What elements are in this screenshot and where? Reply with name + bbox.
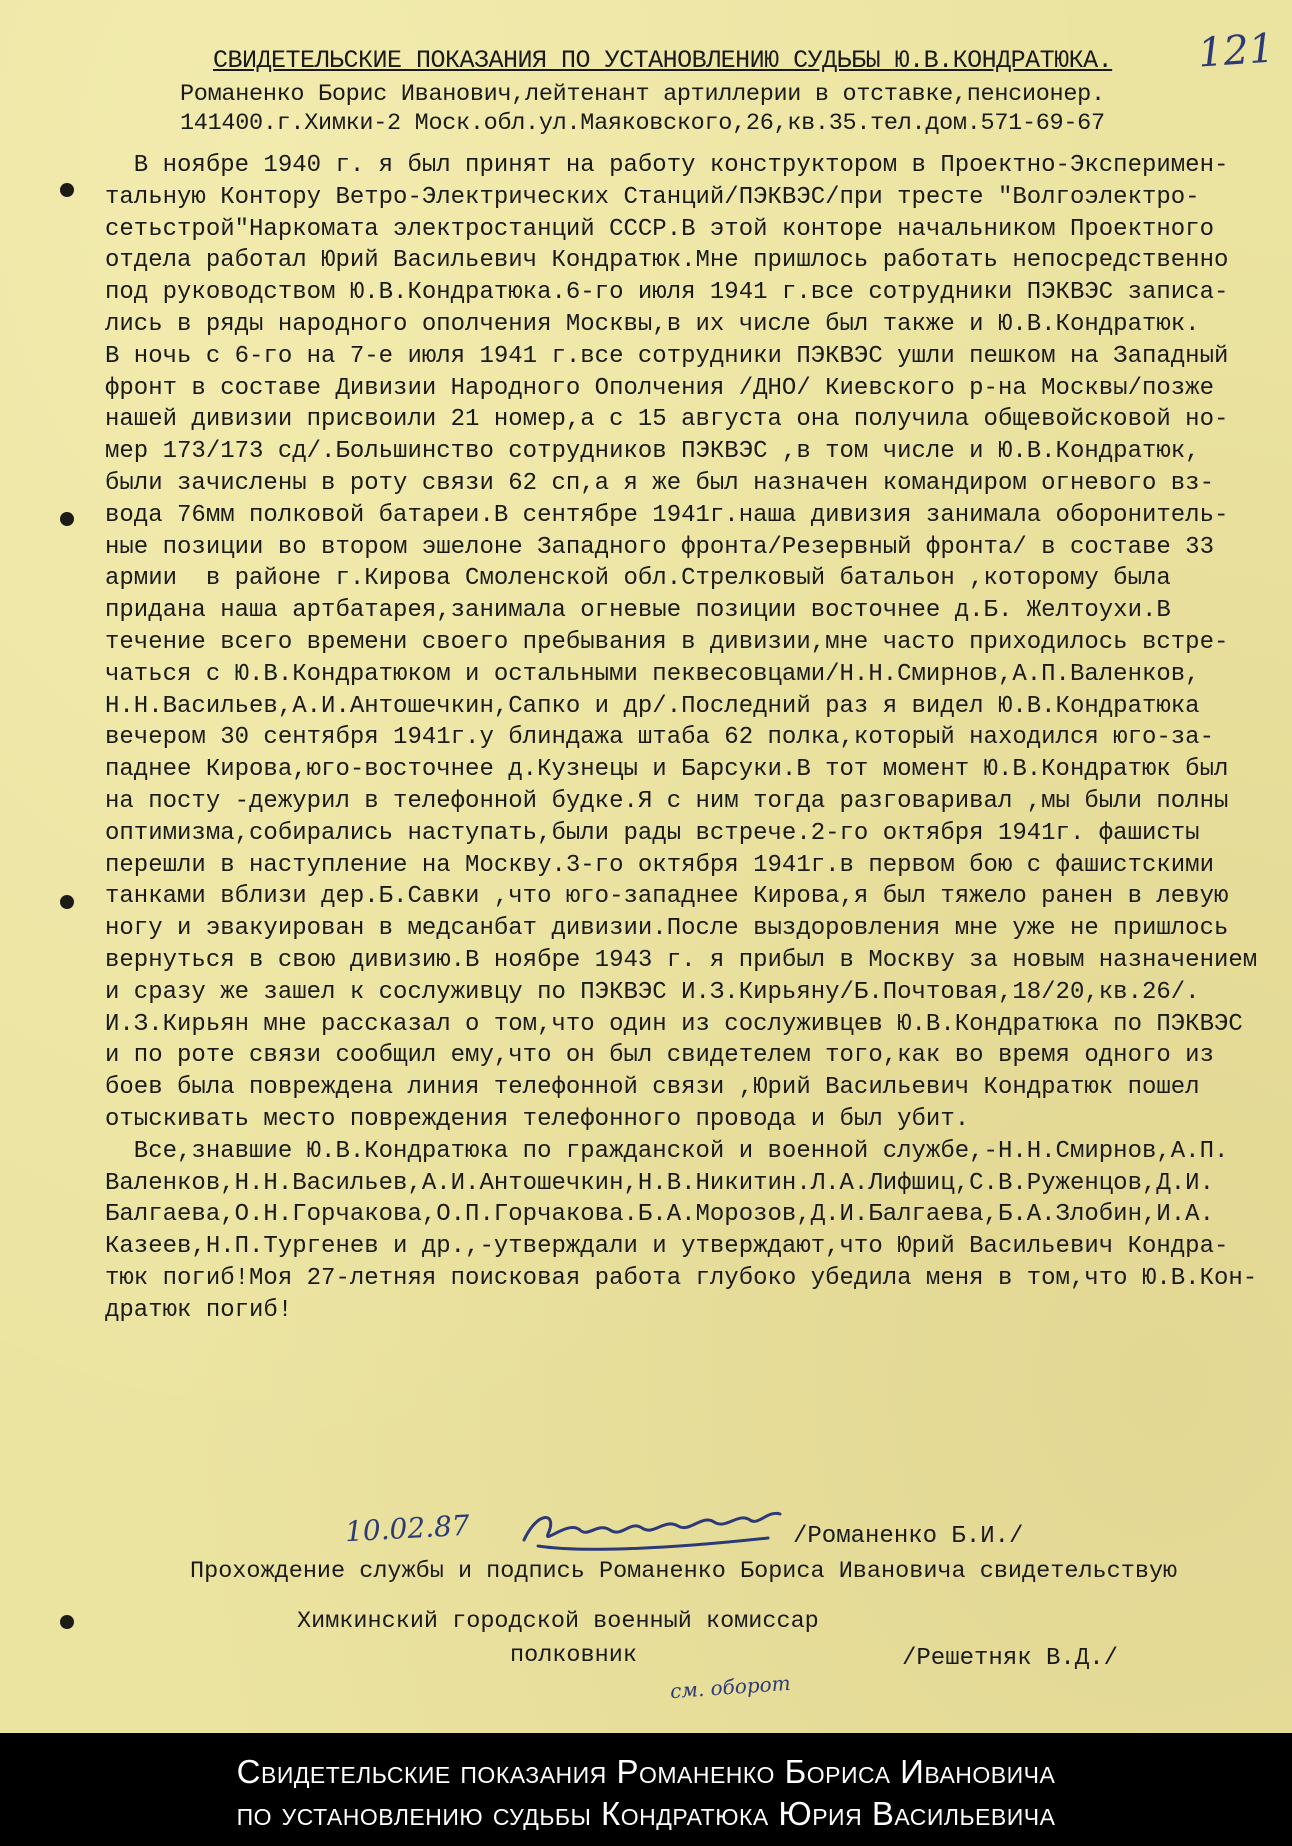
commissar-name: /Решетняк В.Д./ — [902, 1645, 1119, 1672]
body-line: фронт в составе Дивизии Народного Ополчения /ДНО/ Киевского р-на Москвы/позже — [105, 374, 1214, 402]
witness-address-line: 141400.г.Химки-2 Моск.обл.ул.Маяковского,26,кв.35.тел.дом.571-69-67 — [180, 110, 1105, 137]
body-line: мер 173/173 сд/.Большинство сотрудников ПЭКВЭС ,в том числе и Ю.В.Кондратюк, — [105, 438, 1200, 466]
body-line: вечером 30 сентября 1941г.у блиндажа штаба 62 полка,который находился юго-за- — [105, 724, 1214, 752]
body-line: Валенков,Н.Н.Васильев,А.И.Антошечкин,Н.В.Никитин.Л.А.Лифшиц,С.В.Руженцов,Д.И. — [105, 1169, 1214, 1197]
body-line: оптимизма,собирались наступать,были рады встрече.2-го октября 1941г. фашисты — [105, 819, 1200, 847]
punch-hole — [60, 183, 74, 197]
body-line: сетьстрой"Наркомата электростанций СССР.В этой конторе начальником Проектного — [105, 215, 1214, 243]
page-number: 121 — [1196, 25, 1276, 77]
body-line: тальную Контору Ветро-Электрических Станций/ПЭКВЭС/при тресте "Волгоэлектро- — [105, 183, 1200, 211]
punch-hole — [60, 1615, 74, 1629]
body-line: вернуться в свою дивизию.В ноябре 1943 г. я прибыл в Москву за новым назначением — [105, 946, 1258, 974]
body-line: были зачислены в роту связи 62 сп,а я же был назначен командиром огневого вз- — [105, 469, 1214, 497]
body-line: и по роте связи сообщил ему,что он был свидетелем того,как во время одного из — [105, 1042, 1214, 1070]
body-line: Все,знавшие Ю.В.Кондратюка по гражданской и военной службе,-Н.Н.Смирнов,А.П. — [105, 1137, 1229, 1165]
body-line: тюк погиб!Моя 27-летняя поисковая работа глубоко убедила меня в том,что Ю.В.Кон- — [105, 1264, 1258, 1292]
body-line: лись в ряды народного ополчения Москвы,в их числе был также и Ю.В.Кондратюк. — [105, 310, 1200, 338]
see-reverse-note: см. оборот — [669, 1670, 792, 1704]
handwritten-signature — [518, 1500, 798, 1560]
witness-info — [180, 80, 1105, 138]
body-line: ные позиции во втором эшелоне Западного фронта/Резервный фронта/ в составе 33 — [105, 533, 1214, 561]
body-line: перешли в наступление на Москву.3-го октября 1941г.в первом бою с фашистскими — [105, 851, 1214, 879]
body-line: танками вблизи дер.Б.Савки ,что юго-западнее Кирова,я был тяжело ранен в левую — [105, 883, 1229, 911]
body-line: паднее Кирова,юго-восточнее д.Кузнецы и Барсуки.В тот момент Ю.В.Кондратюк был — [105, 756, 1229, 784]
testimony-body — [105, 150, 1292, 1326]
punch-hole — [60, 895, 74, 909]
body-line: нашей дивизии присвоили 21 номер,а с 15 августа она получила общевойсковой но- — [105, 406, 1229, 434]
commissar-title: Химкинский городской военный комиссар — [297, 1608, 819, 1635]
body-line: под руководством Ю.В.Кондратюка.6-го июля 1941 г.все сотрудники ПЭКВЭС записа- — [105, 279, 1229, 307]
body-line: Н.Н.Васильев,А.И.Антошечкин,Сапко и др/.Последний раз я видел Ю.В.Кондратюка — [105, 692, 1200, 720]
document-title: СВИДЕТЕЛЬСКИЕ ПОКАЗАНИЯ ПО УСТАНОВЛЕНИЮ СУДЬБЫ Ю.В.КОНДРАТЮКА. — [213, 46, 1113, 75]
body-line: и сразу же зашел к сослуживцу по ПЭКВЭС И.З.Кирьяну/Б.Почтовая,18/20,кв.26/. — [105, 978, 1200, 1006]
signatory-name: /Романенко Б.И./ — [793, 1523, 1024, 1550]
certification-text: Прохождение службы и подпись Романенко Бориса Ивановича свидетельствую — [190, 1558, 1178, 1585]
caption-line: по установлению судьбы Кондратюка Юрия Васильевича — [236, 1795, 1056, 1832]
signature-date: 10.02.87 — [344, 1508, 471, 1549]
body-line: Казеев,Н.П.Тургенев и др.,-утверждали и утверждают,что Юрий Васильевич Кондра- — [105, 1233, 1229, 1261]
caption-line: Свидетельские показания Романенко Бориса Ивановича — [236, 1753, 1056, 1790]
caption-bar — [0, 1733, 1292, 1846]
witness-name-line: Романенко Борис Иванович,лейтенант артиллерии в отставке,пенсионер. — [180, 81, 1105, 108]
body-line: вода 76мм полковой батареи.В сентябре 1941г.наша дивизия занимала оборонитель- — [105, 501, 1229, 529]
body-line: боев была повреждена линия телефонной связи ,Юрий Васильевич Кондратюк пошел — [105, 1074, 1200, 1102]
body-line: Балгаева,О.Н.Горчакова,О.П.Горчакова.Б.А.Морозов,Д.И.Балгаева,Б.А.Злобин,И.А. — [105, 1201, 1214, 1229]
body-line: чаться с Ю.В.Кондратюком и остальными пеквесовцами/Н.Н.Смирнов,А.П.Валенков, — [105, 660, 1200, 688]
body-line: И.З.Кирьян мне рассказал о том,что один из сослуживцев Ю.В.Кондратюка по ПЭКВЭС — [105, 1010, 1243, 1038]
body-line: отыскивать место повреждения телефонного провода и был убит. — [105, 1105, 970, 1133]
body-line: отдела работал Юрий Васильевич Кондратюк.Мне пришлось работать непосредственно — [105, 247, 1229, 275]
body-line: В ночь с 6-го на 7-е июля 1941 г.все сотрудники ПЭКВЭС ушли пешком на Западный — [105, 342, 1229, 370]
body-line: ногу и эвакуирован в медсанбат дивизии.После выздоровления мне уже не пришлось — [105, 915, 1229, 943]
commissar-rank: полковник — [510, 1642, 637, 1669]
body-line: течение всего времени своего пребывания в дивизии,мне часто приходилось встре- — [105, 628, 1229, 656]
body-line: дратюк погиб! — [105, 1296, 293, 1324]
body-line: В ноябре 1940 г. я был принят на работу конструктором в Проектно-Эксперимен- — [105, 152, 1229, 179]
punch-hole — [60, 512, 74, 526]
body-line: армии в районе г.Кирова Смоленской обл.Стрелковый батальон ,которому была — [105, 565, 1171, 593]
body-line: на посту -дежурил в телефонной будке.Я с ним тогда разговаривал ,мы были полны — [105, 787, 1229, 815]
body-line: придана наша артбатарея,занимала огневые позиции восточнее д.Б. Желтоухи.В — [105, 597, 1171, 625]
